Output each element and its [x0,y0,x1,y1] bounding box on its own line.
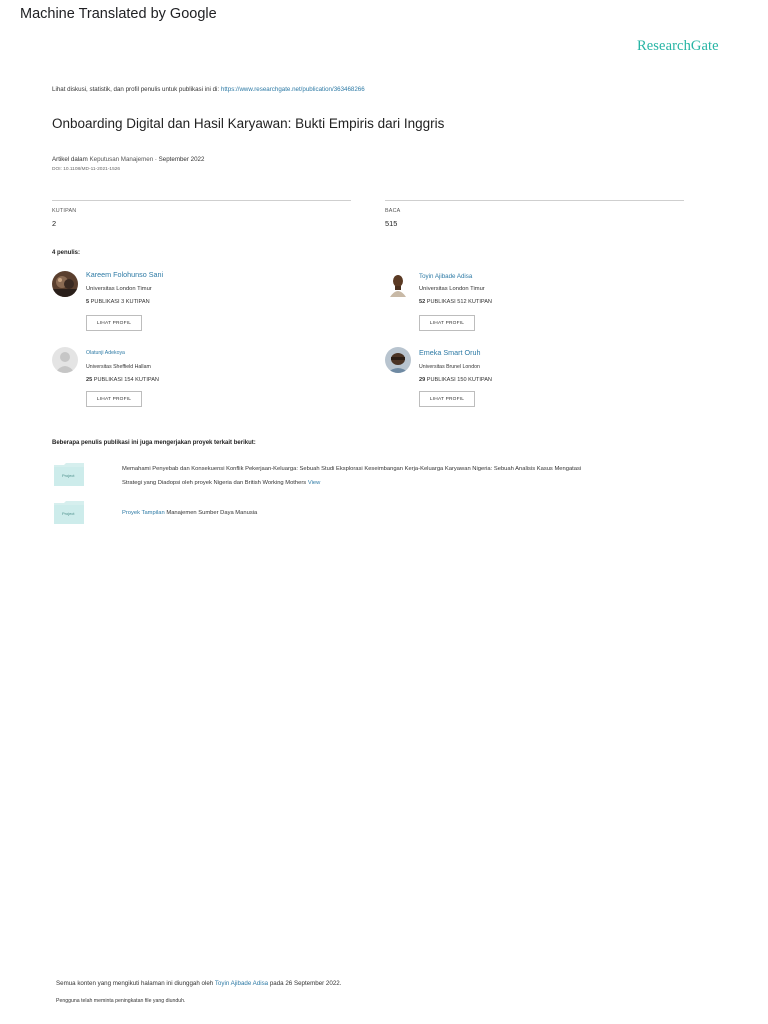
author-pub-count: 25 [86,377,93,383]
author-stats [86,299,150,305]
author-name[interactable]: Kareem Folohunso Sani [86,270,164,279]
reads-divider [385,200,684,201]
project-folder-icon[interactable] [54,462,84,486]
author-stats [86,377,159,383]
paper-title: Onboarding Digital dan Hasil Karyawan: Bukti Empiris dari Inggris [52,116,445,131]
author-stats-rest: PUBLIKASI 512 KUTIPAN [425,299,492,305]
project-line: Memahami Penyebab dan Konsekuensi Konflik Pekerjaan-Keluarga: Sebuah Studi Eksplorasi Keseimbangan Kerja-Keluarga Karyawan Nigeria: Sebuah Analisis Kasus Mengatasi [122,466,582,472]
upload-suffix: pada 26 September 2022. [268,980,342,987]
author-avatar[interactable] [52,271,78,297]
doi: DOI: 10.1108/MD-11-2021-1526 [52,167,121,172]
view-profile-button[interactable]: LIHAT PROFIL [419,315,475,331]
author-stats [419,299,492,305]
author-name[interactable]: Olatunji Adekoya [86,350,125,356]
citations-divider [52,200,351,201]
author-stats [419,377,492,383]
author-pub-count: 29 [419,377,426,383]
journal-name[interactable]: Keputusan Manajemen [89,156,154,163]
reads-label: BACA [385,208,401,214]
citations-label: KUTIPAN [52,208,77,214]
researchgate-logo[interactable]: ResearchGate [637,38,719,54]
discussion-line [52,86,365,93]
view-profile-button[interactable]: LIHAT PROFIL [86,391,142,407]
author-stats-rest: PUBLIKASI 150 KUTIPAN [425,377,492,383]
authors-heading: 4 penulis: [52,250,81,256]
author-institution: Universitas Brunel London [419,364,480,370]
project-view-link[interactable]: View [307,480,321,486]
uploader-link[interactable]: Toyin Ajibade Adisa [214,980,269,987]
upload-note [56,980,341,987]
discussion-prefix: Lihat diskusi, statistik, dan profil penulis untuk publikasi ini di: [52,86,220,93]
author-stats-rest: PUBLIKASI 3 KUTIPAN [89,299,150,305]
upload-prefix: Semua konten yang mengikuti halaman ini diunggah oleh [56,980,215,987]
author-photo-icon [52,271,78,297]
author-name[interactable]: Emeka Smart Oruh [419,348,481,357]
project-line-text: Manajemen Sumber Daya Manusia [164,510,258,516]
default-user-icon [52,347,78,373]
author-pub-count: 52 [419,299,426,305]
author-stats-rest: PUBLIKASI 154 KUTIPAN [92,377,159,383]
project-line [122,476,682,490]
project-folder-icon[interactable] [54,500,84,524]
project-view-link[interactable]: Proyek Tampilan [122,510,165,516]
reads-value: 515 [385,219,398,228]
author-avatar[interactable] [52,347,78,373]
folder-label: Project [62,473,75,478]
author-institution: Universitas London Timur [86,286,152,292]
project-description [122,462,682,490]
project-description [122,506,257,520]
article-prefix: Artikel dalam [52,156,88,163]
author-pub-count: 5 [86,299,90,305]
author-photo-icon [385,347,411,373]
publication-date: · September 2022 [154,156,205,163]
project-line-text: Strategi yang Diadopsi oleh proyek Nigeria dan British Working Mothers [122,480,308,486]
author-name[interactable]: Toyin Ajibade Adisa [419,273,473,280]
author-avatar[interactable] [385,271,411,297]
folder-label: Project [62,511,75,516]
projects-heading: Beberapa penulis publikasi ini juga mengerjakan proyek terkait berikut: [52,440,256,446]
download-note: Pengguna telah meminta peningkatan file yang diunduh. [56,998,186,1004]
publication-url-link[interactable]: https://www.researchgate.net/publication/363468266 [220,86,365,93]
view-profile-button[interactable]: LIHAT PROFIL [419,391,475,407]
machine-translation-banner: Machine Translated by Google [20,6,217,22]
view-profile-button[interactable]: LIHAT PROFIL [86,315,142,331]
author-institution: Universitas Sheffield Hallam [86,364,151,370]
article-info [52,156,204,163]
author-avatar[interactable] [385,347,411,373]
citations-value: 2 [52,219,57,228]
author-photo-icon [385,271,411,297]
author-institution: Universitas London Timur [419,286,485,292]
